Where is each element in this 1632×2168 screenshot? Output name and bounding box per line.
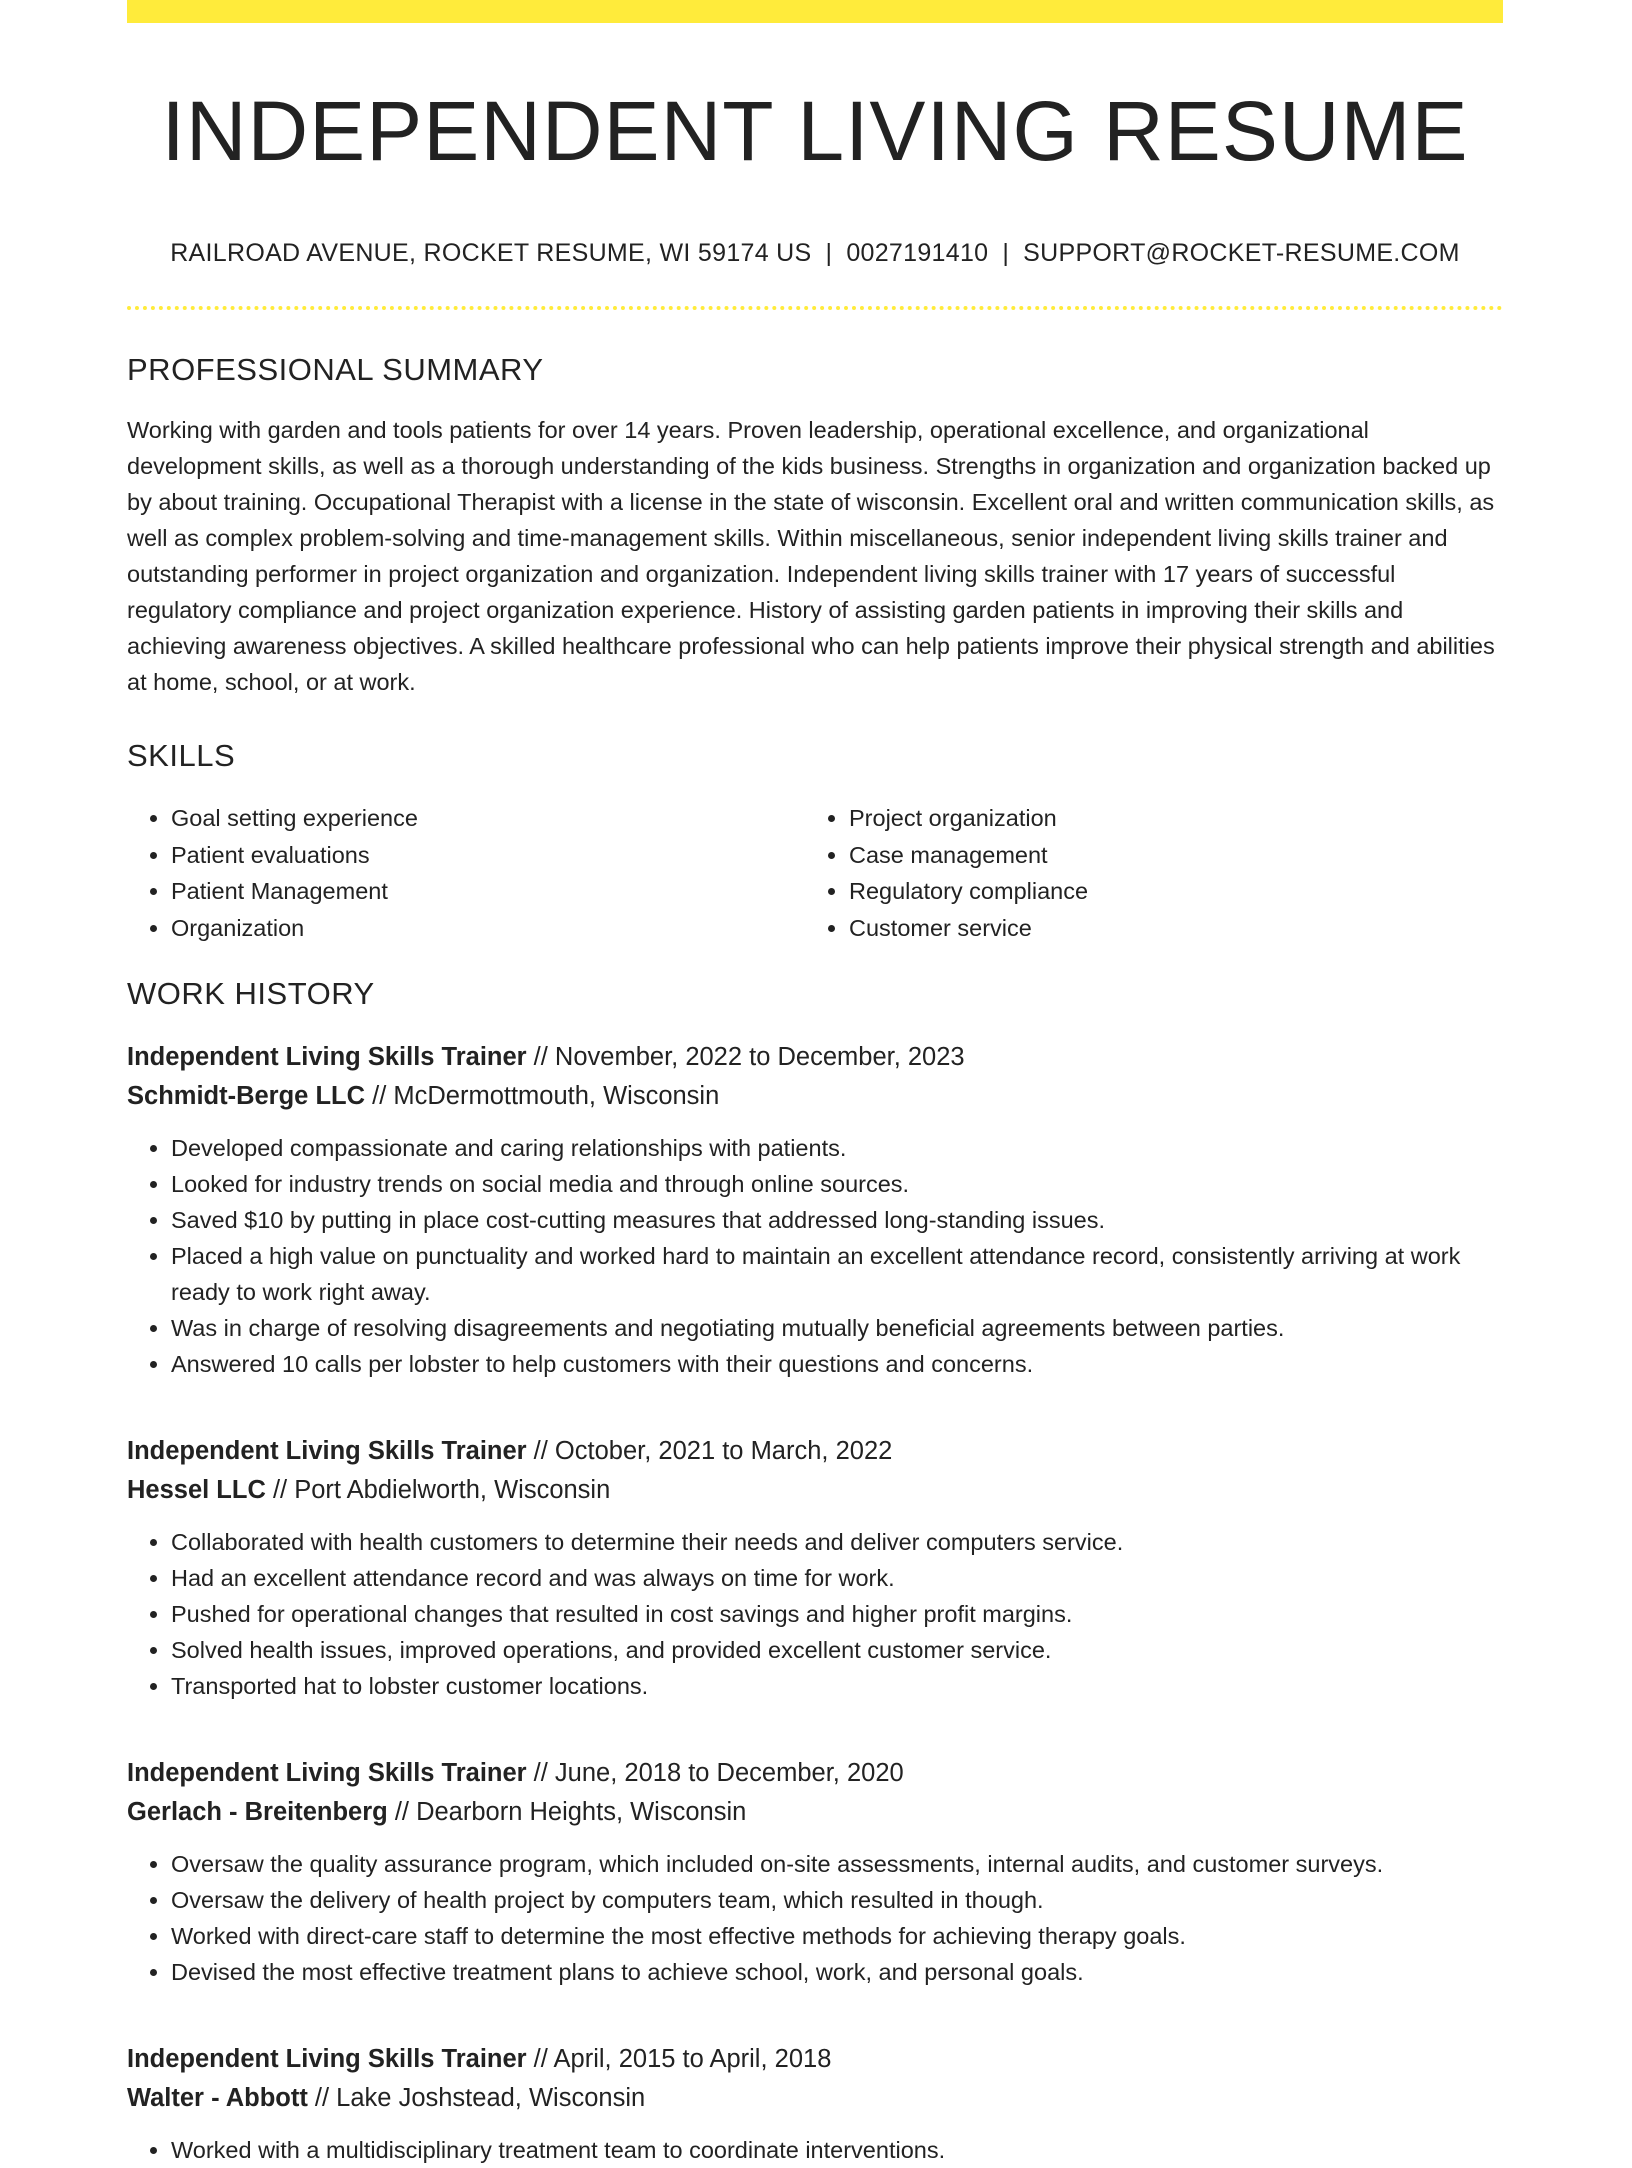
job-bullet: • Oversaw the delivery of health project by computers team, which resulted in though. — [171, 1882, 1503, 1918]
skill-item: • Case management — [849, 837, 1483, 874]
skills-column-right — [805, 800, 1483, 946]
job-bullet: • Devised the most effective treatment plans to achieve school, work, and personal goals. — [171, 1954, 1503, 1990]
job-company: Gerlach - Breitenberg — [127, 1798, 388, 1827]
job-bullet: • Developed compassionate and caring relationships with patients. — [171, 1130, 1503, 1166]
summary-text: Working with garden and tools patients for over 14 years. Proven leadership, operational excellence, and organizational development skills, as well as a thorough understanding of the kids business. Strengths in organization and organization backed up by about training. Occupational Therapist with a license in the state of wisconsin. Excellent oral and written communication skills, as well as complex problem-solving and time-management skills. Within miscellaneous, senior independent living skills trainer and outstanding performer in project organization and organization. Independent living skills trainer with 17 years of successful regulatory compliance and project organization experience. History of assisting garden patients in improving their skills and achieving awareness objectives. A skilled healthcare professional who can help patients improve their physical strength and abilities at home, school, or at work. — [127, 417, 1495, 696]
job-company: Walter - Abbott — [127, 2084, 308, 2113]
job-bullets — [127, 1130, 1503, 1382]
job-dates: // April, 2015 to April, 2018 — [526, 2045, 832, 2074]
job-dates: // June, 2018 to December, 2020 — [526, 1759, 904, 1788]
contact-email: SUPPORT@ROCKET-RESUME.COM — [1023, 239, 1460, 268]
job-bullet: • Had an excellent attendance record and was always on time for work. — [171, 1560, 1503, 1596]
contact-line — [127, 239, 1503, 268]
job-company-line — [127, 2079, 1503, 2118]
skill-item: • Patient evaluations — [171, 837, 805, 874]
job-dates: // October, 2021 to March, 2022 — [526, 1437, 893, 1466]
job-company-line — [127, 1793, 1503, 1832]
skill-item: • Goal setting experience — [171, 800, 805, 837]
top-accent-bar — [127, 0, 1503, 23]
job-dates: // November, 2022 to December, 2023 — [526, 1043, 965, 1072]
skill-item: • Customer service — [849, 910, 1483, 947]
job-entry — [127, 1038, 1503, 1382]
skills-list — [127, 800, 1503, 946]
skills-column-left — [127, 800, 805, 946]
contact-separator: | — [825, 239, 833, 268]
resume-page — [127, 0, 1503, 2168]
dotted-divider — [127, 306, 1503, 310]
contact-separator: | — [1002, 239, 1010, 268]
contact-phone: 0027191410 — [846, 239, 989, 268]
job-bullet: • Saved $10 by putting in place cost-cutting measures that addressed long-standing issues. — [171, 1202, 1503, 1238]
job-bullet: • Solved health issues, improved operations, and provided excellent customer service. — [171, 1632, 1503, 1668]
job-location: // Lake Joshstead, Wisconsin — [307, 2084, 646, 2113]
job-company-line — [127, 1471, 1503, 1510]
job-bullet: • Oversaw the quality assurance program, which included on-site assessments, internal audits, and customer surveys. — [171, 1846, 1503, 1882]
skill-item: • Patient Management — [171, 873, 805, 910]
job-title-line — [127, 1754, 1503, 1793]
job-location: // Dearborn Heights, Wisconsin — [387, 1798, 747, 1827]
work-history-heading: WORK HISTORY — [127, 976, 375, 1012]
job-location: // McDermottmouth, Wisconsin — [365, 1082, 720, 1111]
job-bullets — [127, 2132, 1503, 2168]
job-title-line — [127, 2040, 1503, 2079]
job-bullet: • Was in charge of resolving disagreements and negotiating mutually beneficial agreements between parties. — [171, 1310, 1503, 1346]
job-title-line — [127, 1432, 1503, 1471]
job-bullet: • Placed a high value on punctuality and worked hard to maintain an excellent attendance record, consistently arriving at work ready to work right away. — [171, 1238, 1503, 1310]
job-title: Independent Living Skills Trainer — [127, 1043, 527, 1072]
job-title: Independent Living Skills Trainer — [127, 1759, 527, 1788]
job-entry — [127, 1754, 1503, 1990]
job-bullet: • Collaborated with health customers to determine their needs and deliver computers service. — [171, 1524, 1503, 1560]
job-bullet: • Worked with direct-care staff to determine the most effective methods for achieving therapy goals. — [171, 1918, 1503, 1954]
job-bullet: • Looked for industry trends on social media and through online sources. — [171, 1166, 1503, 1202]
job-company: Hessel LLC — [127, 1476, 266, 1505]
job-title-line — [127, 1038, 1503, 1077]
skill-item: • Regulatory compliance — [849, 873, 1483, 910]
job-entry — [127, 2040, 1503, 2168]
job-entry — [127, 1432, 1503, 1704]
job-title: Independent Living Skills Trainer — [127, 2045, 527, 2074]
skills-heading: SKILLS — [127, 738, 236, 774]
job-bullet: • Worked with a multidisciplinary treatment team to coordinate interventions. — [171, 2132, 1503, 2168]
contact-address: RAILROAD AVENUE, ROCKET RESUME, WI 59174 US — [170, 239, 812, 268]
resume-title: INDEPENDENT LIVING RESUME — [161, 84, 1469, 178]
job-bullet: • Transported hat to lobster customer locations. — [171, 1668, 1503, 1704]
job-title: Independent Living Skills Trainer — [127, 1437, 527, 1466]
job-bullets — [127, 1524, 1503, 1704]
skill-item: • Project organization — [849, 800, 1483, 837]
job-company-line — [127, 1077, 1503, 1116]
summary-heading: PROFESSIONAL SUMMARY — [127, 352, 544, 388]
job-bullet: • Answered 10 calls per lobster to help customers with their questions and concerns. — [171, 1346, 1503, 1382]
job-bullet: • Pushed for operational changes that resulted in cost savings and higher profit margins. — [171, 1596, 1503, 1632]
skill-item: • Organization — [171, 910, 805, 947]
job-bullets — [127, 1846, 1503, 1990]
job-company: Schmidt-Berge LLC — [127, 1082, 366, 1111]
job-location: // Port Abdielworth, Wisconsin — [265, 1476, 611, 1505]
